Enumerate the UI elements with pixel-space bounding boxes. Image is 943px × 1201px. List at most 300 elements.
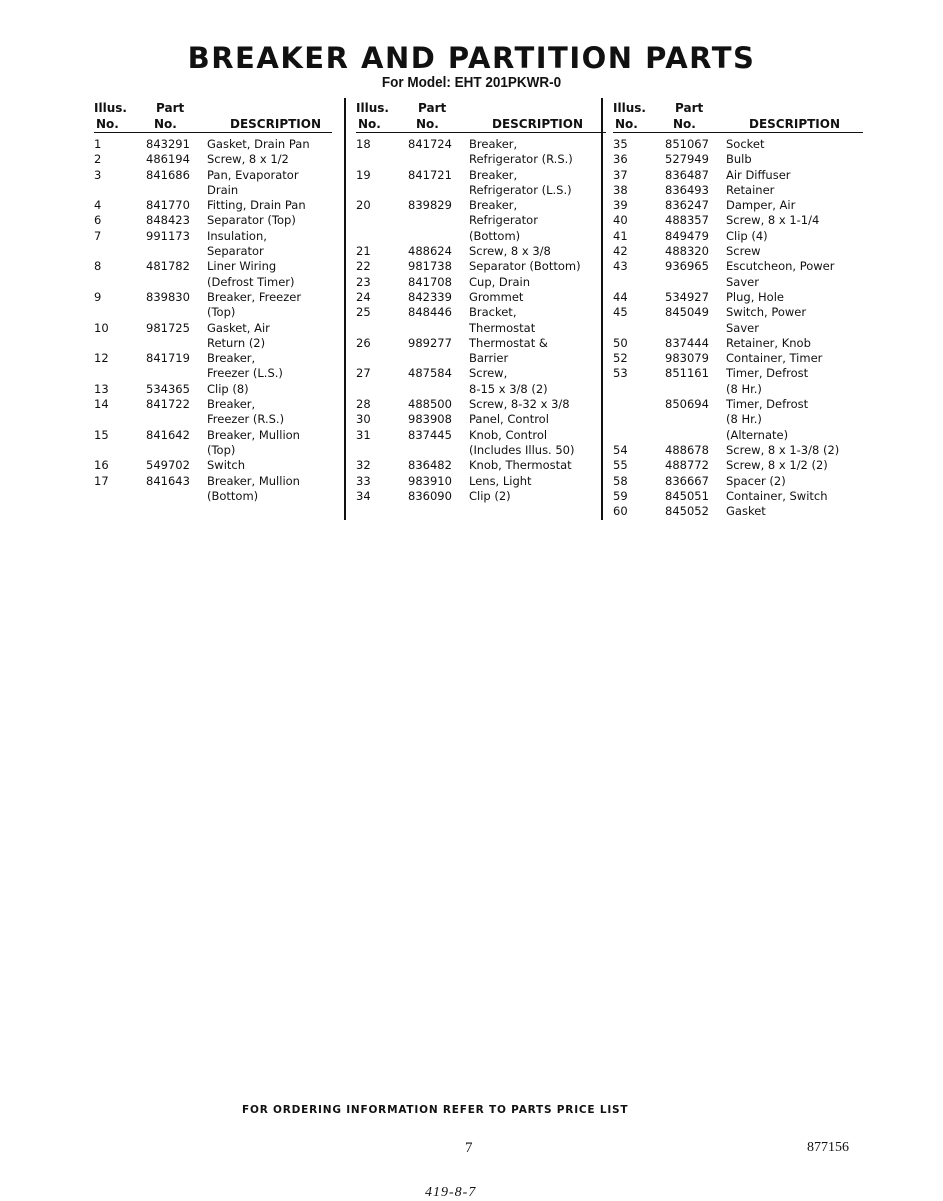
part-no-header: No.	[673, 117, 696, 131]
table-row-continuation	[94, 244, 332, 259]
part-description: Clip (4)	[726, 228, 768, 243]
part-description: Screw, 8 x 1/2 (2)	[726, 458, 828, 473]
part-number	[146, 275, 207, 290]
part-number: 841642	[146, 427, 190, 442]
table-row-continuation	[94, 443, 332, 458]
part-description: Breaker,	[207, 351, 256, 366]
part-number: 841770	[146, 198, 190, 213]
illus-number: 54	[613, 442, 628, 457]
part-description: Socket	[726, 137, 765, 151]
table-row	[94, 213, 332, 228]
part-no-header: No.	[154, 117, 177, 131]
part-number: 991173	[146, 228, 190, 243]
part-number: 534927	[665, 289, 709, 304]
table-row	[613, 259, 863, 274]
part-description: Damper, Air	[726, 198, 796, 213]
part-number	[146, 183, 207, 198]
part-description: Air Diffuser	[726, 167, 791, 182]
table-row-continuation	[613, 321, 863, 336]
illus-number: 4	[94, 198, 102, 213]
table-row-continuation	[356, 382, 606, 397]
table-row-continuation	[613, 412, 863, 427]
parts-column-1	[94, 98, 332, 504]
part-description: Lens, Light	[469, 473, 532, 488]
part-description: Cup, Drain	[469, 274, 531, 289]
part-description: Bracket,	[469, 305, 517, 320]
part-number	[146, 443, 207, 458]
illus-header: Illus.	[613, 101, 646, 115]
part-description: Grommet	[469, 289, 524, 304]
illus-header: Illus.	[356, 101, 389, 115]
document-number: 877156	[807, 1140, 849, 1155]
table-row	[94, 474, 332, 489]
part-number: 850694	[665, 397, 709, 412]
part-number: 841708	[408, 274, 452, 289]
part-description: Bulb	[726, 152, 752, 167]
part-number: 842339	[408, 289, 452, 304]
part-number: 836247	[665, 198, 709, 213]
table-row	[613, 305, 863, 320]
part-description: Insulation,	[207, 228, 267, 243]
part-description: Barrier	[469, 351, 509, 366]
part-description: Spacer (2)	[726, 473, 786, 488]
part-description: (Defrost Timer)	[207, 274, 295, 289]
part-description: Gasket	[726, 504, 766, 519]
part-no-header: No.	[416, 117, 439, 131]
part-number: 845052	[665, 504, 709, 519]
part-description: Saver	[726, 274, 759, 289]
part-number: 841643	[146, 473, 190, 488]
part-number: 983079	[665, 351, 709, 366]
part-number: 486194	[146, 152, 190, 167]
illus-number: 14	[94, 397, 109, 412]
part-description: (Alternate)	[726, 427, 789, 442]
part-description: Retainer, Knob	[726, 335, 811, 350]
illus-number: 7	[94, 228, 102, 243]
illus-number: 24	[356, 289, 371, 304]
table-row-continuation	[94, 336, 332, 351]
illus-number	[94, 336, 146, 351]
handwritten-note: 419-8-7	[425, 1185, 477, 1200]
illus-number	[94, 183, 146, 198]
part-description: Switch, Power	[726, 305, 807, 320]
part-number: 983908	[408, 412, 452, 427]
table-row	[613, 351, 863, 366]
table-row	[356, 397, 606, 412]
illus-number	[356, 152, 408, 167]
part-header: Part	[418, 101, 447, 115]
part-description: Refrigerator	[469, 213, 538, 228]
table-row-continuation	[94, 489, 332, 504]
illus-number: 3	[94, 167, 102, 182]
part-number: 841686	[146, 167, 190, 182]
model-subtitle: For Model: EHT 201PKWR-0	[381, 74, 562, 91]
part-number: 837444	[665, 335, 709, 350]
illus-number: 13	[94, 381, 109, 396]
illus-number: 18	[356, 137, 371, 151]
illus-no-header: No.	[358, 117, 381, 131]
table-row	[613, 489, 863, 504]
illus-number	[613, 412, 665, 427]
part-description: Gasket, Air	[207, 320, 270, 335]
illus-number: 6	[94, 213, 102, 228]
table-row	[613, 168, 863, 183]
part-number	[408, 183, 469, 198]
part-description: Breaker,	[207, 397, 256, 412]
illus-number	[94, 244, 146, 259]
illus-number: 27	[356, 366, 371, 381]
part-description: Screw, 8 x 1-3/8 (2)	[726, 442, 840, 457]
illus-number: 32	[356, 458, 371, 473]
illus-number: 21	[356, 244, 371, 259]
illus-number: 34	[356, 488, 371, 503]
table-row-continuation	[94, 183, 332, 198]
part-number: 981738	[408, 259, 452, 274]
part-description: Refrigerator (R.S.)	[469, 152, 573, 167]
illus-number: 1	[94, 137, 102, 151]
table-row	[613, 213, 863, 228]
illus-number	[94, 412, 146, 427]
illus-number: 50	[613, 335, 628, 350]
part-description: Gasket, Drain Pan	[207, 137, 310, 151]
illus-number: 25	[356, 305, 371, 320]
illus-number: 60	[613, 504, 628, 519]
part-number	[146, 305, 207, 320]
part-number	[408, 213, 469, 228]
part-number: 851067	[665, 137, 709, 151]
table-row	[94, 382, 332, 397]
part-number: 839830	[146, 289, 190, 304]
illus-number: 55	[613, 458, 628, 473]
part-number: 527949	[665, 152, 709, 167]
part-number: 845051	[665, 488, 709, 503]
part-description: Refrigerator (L.S.)	[469, 182, 572, 197]
part-description: (8 Hr.)	[726, 412, 762, 427]
description-header: DESCRIPTION	[749, 117, 841, 131]
part-number: 839829	[408, 198, 452, 213]
illus-number: 23	[356, 274, 371, 289]
table-header	[94, 98, 332, 133]
parts-list	[613, 133, 863, 519]
table-row	[94, 152, 332, 167]
table-row	[613, 397, 863, 412]
illus-number: 26	[356, 335, 371, 350]
part-description: (Includes Illus. 50)	[469, 442, 575, 457]
table-row	[356, 305, 606, 320]
illus-number	[356, 321, 408, 336]
illus-no-header: No.	[615, 117, 638, 131]
table-row	[356, 412, 606, 427]
part-description: Return (2)	[207, 335, 266, 350]
table-row	[94, 229, 332, 244]
part-description: Separator (Top)	[207, 213, 296, 228]
part-number: 836482	[408, 458, 452, 473]
part-description: Timer, Defrost	[726, 397, 809, 412]
parts-column-3	[601, 98, 863, 520]
illus-number: 58	[613, 473, 628, 488]
illus-number	[356, 213, 408, 228]
part-number: 841721	[408, 167, 452, 182]
description-header: DESCRIPTION	[492, 117, 584, 131]
table-row	[613, 443, 863, 458]
part-description: (Top)	[207, 442, 236, 457]
illus-number	[94, 275, 146, 290]
table-row	[356, 168, 606, 183]
part-number: 848423	[146, 213, 190, 228]
illus-number	[356, 382, 408, 397]
part-number	[408, 382, 469, 397]
part-number: 487584	[408, 366, 452, 381]
part-number	[146, 336, 207, 351]
table-row	[613, 290, 863, 305]
table-row-continuation	[94, 305, 332, 320]
table-row	[356, 259, 606, 274]
table-row-continuation	[613, 275, 863, 290]
part-number: 981725	[146, 320, 190, 335]
illus-number: 37	[613, 167, 628, 182]
illus-number	[356, 443, 408, 458]
table-row	[356, 198, 606, 213]
part-description: Plug, Hole	[726, 289, 784, 304]
part-description: Separator	[207, 244, 264, 259]
part-number: 837445	[408, 427, 452, 442]
illus-number: 52	[613, 351, 628, 366]
table-row	[94, 428, 332, 443]
illus-number: 10	[94, 320, 109, 335]
table-row	[356, 428, 606, 443]
table-row	[356, 336, 606, 351]
part-number	[146, 244, 207, 259]
illus-number: 15	[94, 427, 109, 442]
part-description: Freezer (R.S.)	[207, 412, 285, 427]
illus-number: 36	[613, 152, 628, 167]
part-description: Screw,	[469, 366, 508, 381]
table-row-continuation	[356, 213, 606, 228]
illus-number: 42	[613, 244, 628, 259]
table-row	[356, 366, 606, 381]
description-header: DESCRIPTION	[230, 117, 322, 131]
part-description: Screw	[726, 244, 761, 259]
table-row	[94, 259, 332, 274]
part-number: 488624	[408, 244, 452, 259]
part-header: Part	[156, 101, 185, 115]
part-description: Knob, Control	[469, 427, 548, 442]
part-description: Clip (2)	[469, 488, 511, 503]
illus-number	[613, 382, 665, 397]
table-row-continuation	[613, 382, 863, 397]
part-description: Screw, 8-32 x 3/8	[469, 397, 570, 412]
part-number	[665, 275, 726, 290]
illus-number: 9	[94, 289, 102, 304]
part-description: Breaker, Mullion	[207, 473, 300, 488]
part-description: (Bottom)	[469, 228, 521, 243]
part-description: Drain	[207, 182, 239, 197]
part-number	[408, 443, 469, 458]
part-description: Liner Wiring	[207, 259, 277, 274]
part-number: 836487	[665, 167, 709, 182]
table-row	[94, 458, 332, 473]
part-description: Screw, 8 x 3/8	[469, 244, 551, 259]
illus-number: 38	[613, 182, 628, 197]
illus-number: 20	[356, 198, 371, 213]
parts-column-2	[344, 98, 606, 520]
parts-list	[356, 133, 606, 504]
illus-number: 17	[94, 473, 109, 488]
part-description: (Bottom)	[207, 488, 259, 503]
table-row	[613, 183, 863, 198]
table-header	[356, 98, 606, 133]
part-description: Thermostat	[469, 320, 536, 335]
illus-number	[94, 366, 146, 381]
part-description: Timer, Defrost	[726, 366, 809, 381]
part-number	[665, 382, 726, 397]
illus-number: 41	[613, 228, 628, 243]
table-row	[356, 458, 606, 473]
part-description: Screw, 8 x 1-1/4	[726, 213, 820, 228]
table-row	[613, 458, 863, 473]
table-row	[613, 474, 863, 489]
part-number: 843291	[146, 137, 190, 151]
illus-number	[94, 305, 146, 320]
part-header: Part	[675, 101, 704, 115]
illus-number: 53	[613, 366, 628, 381]
part-number: 488678	[665, 442, 709, 457]
part-number	[665, 428, 726, 443]
table-row	[94, 397, 332, 412]
part-description: Freezer (L.S.)	[207, 366, 283, 381]
part-description: Separator (Bottom)	[469, 259, 581, 274]
illus-number	[356, 351, 408, 366]
illus-number	[613, 321, 665, 336]
table-row-continuation	[94, 366, 332, 381]
table-row-continuation	[94, 412, 332, 427]
part-description: Container, Switch	[726, 488, 828, 503]
table-row	[613, 366, 863, 381]
illus-number	[356, 183, 408, 198]
table-row	[613, 504, 863, 519]
part-description: 8-15 x 3/8 (2)	[469, 381, 548, 396]
part-description: Screw, 8 x 1/2	[207, 152, 289, 167]
part-description: Fitting, Drain Pan	[207, 198, 306, 213]
illus-number: 33	[356, 473, 371, 488]
table-row	[356, 244, 606, 259]
part-description: Saver	[726, 320, 759, 335]
part-number: 534365	[146, 381, 190, 396]
part-description: Thermostat &	[469, 335, 548, 350]
part-number	[665, 321, 726, 336]
part-number: 841724	[408, 137, 452, 151]
table-row-continuation	[94, 275, 332, 290]
part-number: 848446	[408, 305, 452, 320]
table-row	[94, 168, 332, 183]
part-number	[408, 229, 469, 244]
illus-number	[94, 443, 146, 458]
part-number	[146, 412, 207, 427]
part-description: Switch	[207, 458, 246, 473]
table-row-continuation	[356, 321, 606, 336]
illus-number	[613, 428, 665, 443]
part-number	[408, 321, 469, 336]
part-number	[408, 351, 469, 366]
part-number: 845049	[665, 305, 709, 320]
illus-number: 44	[613, 289, 628, 304]
part-number: 836090	[408, 488, 452, 503]
part-description: Breaker,	[469, 198, 518, 213]
part-number: 851161	[665, 366, 709, 381]
part-description: Panel, Control	[469, 412, 549, 427]
table-row	[356, 137, 606, 152]
table-row	[613, 137, 863, 152]
illus-number: 39	[613, 198, 628, 213]
table-row	[94, 321, 332, 336]
table-row	[356, 275, 606, 290]
table-row	[613, 229, 863, 244]
part-number: 841719	[146, 351, 190, 366]
illus-number: 43	[613, 259, 628, 274]
illus-no-header: No.	[96, 117, 119, 131]
illus-number: 2	[94, 152, 102, 167]
table-row-continuation	[356, 229, 606, 244]
illus-number: 19	[356, 167, 371, 182]
part-number: 549702	[146, 458, 190, 473]
part-number: 488357	[665, 213, 709, 228]
table-row	[94, 351, 332, 366]
illus-number	[356, 229, 408, 244]
part-description: Clip (8)	[207, 381, 249, 396]
illus-number	[613, 275, 665, 290]
table-row-continuation	[356, 443, 606, 458]
table-row	[613, 198, 863, 213]
part-number: 481782	[146, 259, 190, 274]
part-number	[146, 366, 207, 381]
illus-header: Illus.	[94, 101, 127, 115]
part-description: Container, Timer	[726, 351, 823, 366]
table-row-continuation	[356, 351, 606, 366]
part-number: 989277	[408, 335, 452, 350]
table-row	[356, 489, 606, 504]
page-number: 7	[465, 1140, 473, 1156]
part-number	[408, 152, 469, 167]
part-number: 983910	[408, 473, 452, 488]
illus-number: 59	[613, 488, 628, 503]
illus-number: 16	[94, 458, 109, 473]
table-row	[94, 198, 332, 213]
illus-number	[613, 397, 665, 412]
part-number: 936965	[665, 259, 709, 274]
illus-number: 22	[356, 259, 371, 274]
table-row-continuation	[356, 183, 606, 198]
part-description: Knob, Thermostat	[469, 458, 572, 473]
part-description: Breaker, Mullion	[207, 427, 300, 442]
part-description: Pan, Evaporator	[207, 167, 299, 182]
part-description: Breaker,	[469, 137, 518, 151]
illus-number	[94, 489, 146, 504]
part-number: 849479	[665, 228, 709, 243]
illus-number: 31	[356, 427, 371, 442]
part-number: 836493	[665, 182, 709, 197]
part-number: 488320	[665, 244, 709, 259]
illus-number: 45	[613, 305, 628, 320]
page-title: BREAKER AND PARTITION PARTS	[187, 41, 756, 75]
illus-number: 8	[94, 259, 102, 274]
part-number: 488772	[665, 458, 709, 473]
table-row	[94, 290, 332, 305]
table-row	[613, 152, 863, 167]
part-description: (Top)	[207, 305, 236, 320]
ordering-note: FOR ORDERING INFORMATION REFER TO PARTS PRICE LIST	[242, 1104, 629, 1116]
table-row	[613, 336, 863, 351]
table-row-continuation	[356, 152, 606, 167]
